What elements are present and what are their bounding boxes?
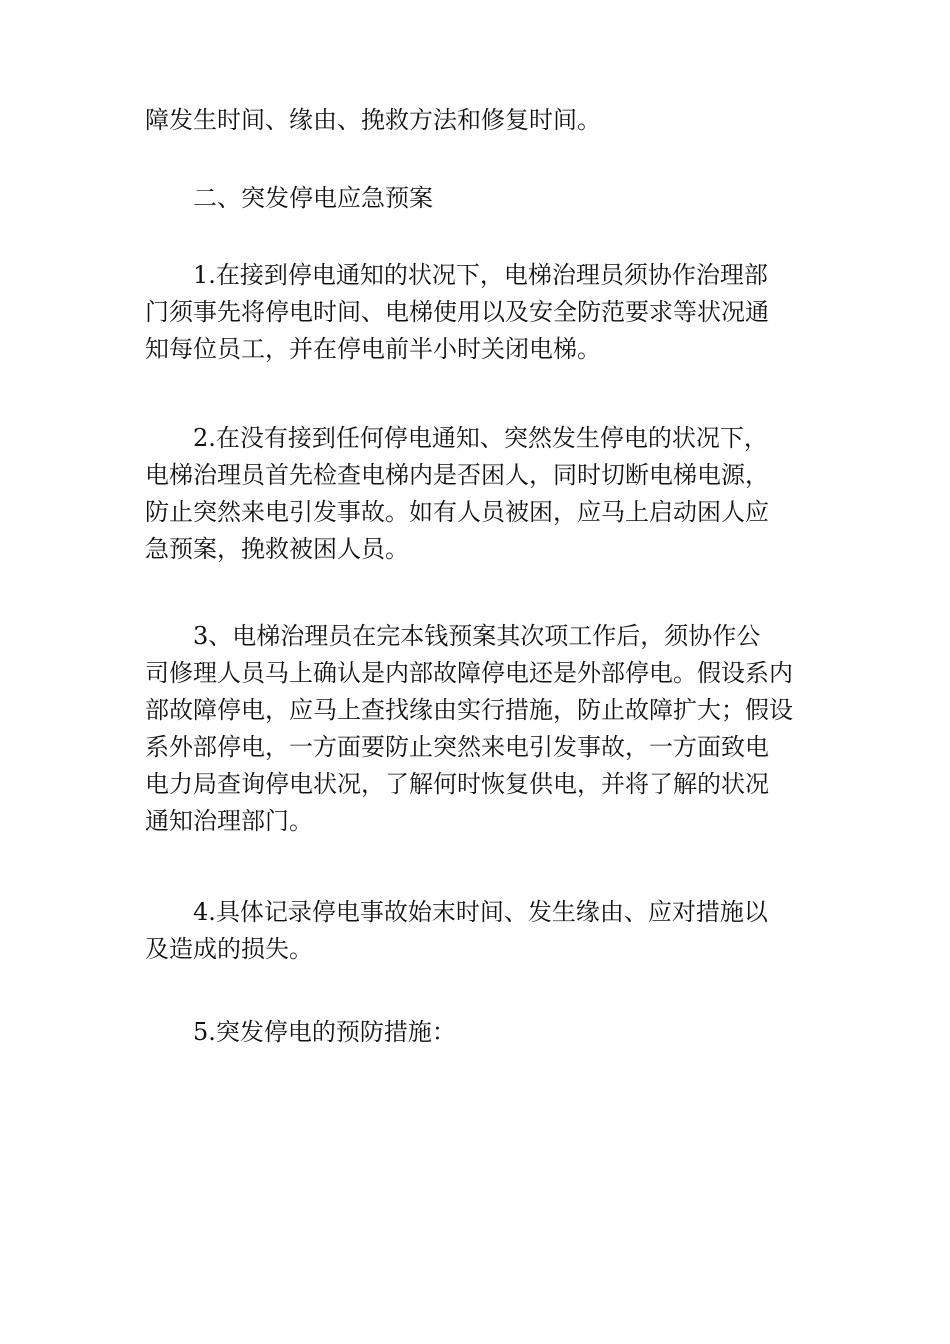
text-line: 司修理人员马上确认是内部故障停电还是外部停电。假设系内 (145, 659, 793, 687)
text-line: 4.具体记录停电事故始末时间、发生缘由、应对措施以 (193, 898, 768, 926)
text-line: 知每位员工，并在停电前半小时关闭电梯。 (145, 335, 601, 363)
text-line: 电力局查询停电状况，了解何时恢复供电，并将了解的状况 (145, 770, 769, 798)
paragraph-item-3 (145, 618, 825, 840)
text-line: 障发生时间、缘由、挽救方法和修复时间。 (145, 106, 601, 134)
text-line: 5.突发停电的预防措施： (193, 1018, 456, 1046)
text-line: 门须事先将停电时间、电梯使用以及安全防范要求等状况通 (145, 298, 769, 326)
text-line: 2.在没有接到任何停电通知、突然发生停电的状况下， (193, 424, 768, 452)
text-line: 及造成的损失。 (145, 935, 313, 963)
text-line: 急预案，挽救被困人员。 (145, 535, 409, 563)
paragraph-item-1 (145, 257, 825, 368)
text-line: 防止突然来电引发事故。如有人员被困，应马上启动困人应 (145, 498, 769, 526)
paragraph-item-4 (145, 894, 825, 968)
text-line: 1.在接到停电通知的状况下，电梯治理员须协作治理部 (193, 261, 768, 289)
text-line: 通知治理部门。 (145, 807, 313, 835)
paragraph-item-2 (145, 420, 825, 568)
text-line: 电梯治理员首先检查电梯内是否困人，同时切断电梯电源， (145, 461, 769, 489)
text-line: 二、突发停电应急预案 (193, 184, 433, 212)
text-line: 系外部停电，一方面要防止突然来电引发事故，一方面致电 (145, 733, 769, 761)
text-line: 3、电梯治理员在完本钱预案其次项工作后，须协作公 (193, 622, 761, 650)
section-heading (145, 180, 825, 217)
paragraph-continuation (145, 102, 825, 139)
text-line: 部故障停电，应马上查找缘由实行措施，防止故障扩大；假设 (145, 696, 793, 724)
paragraph-item-5 (145, 1014, 825, 1051)
